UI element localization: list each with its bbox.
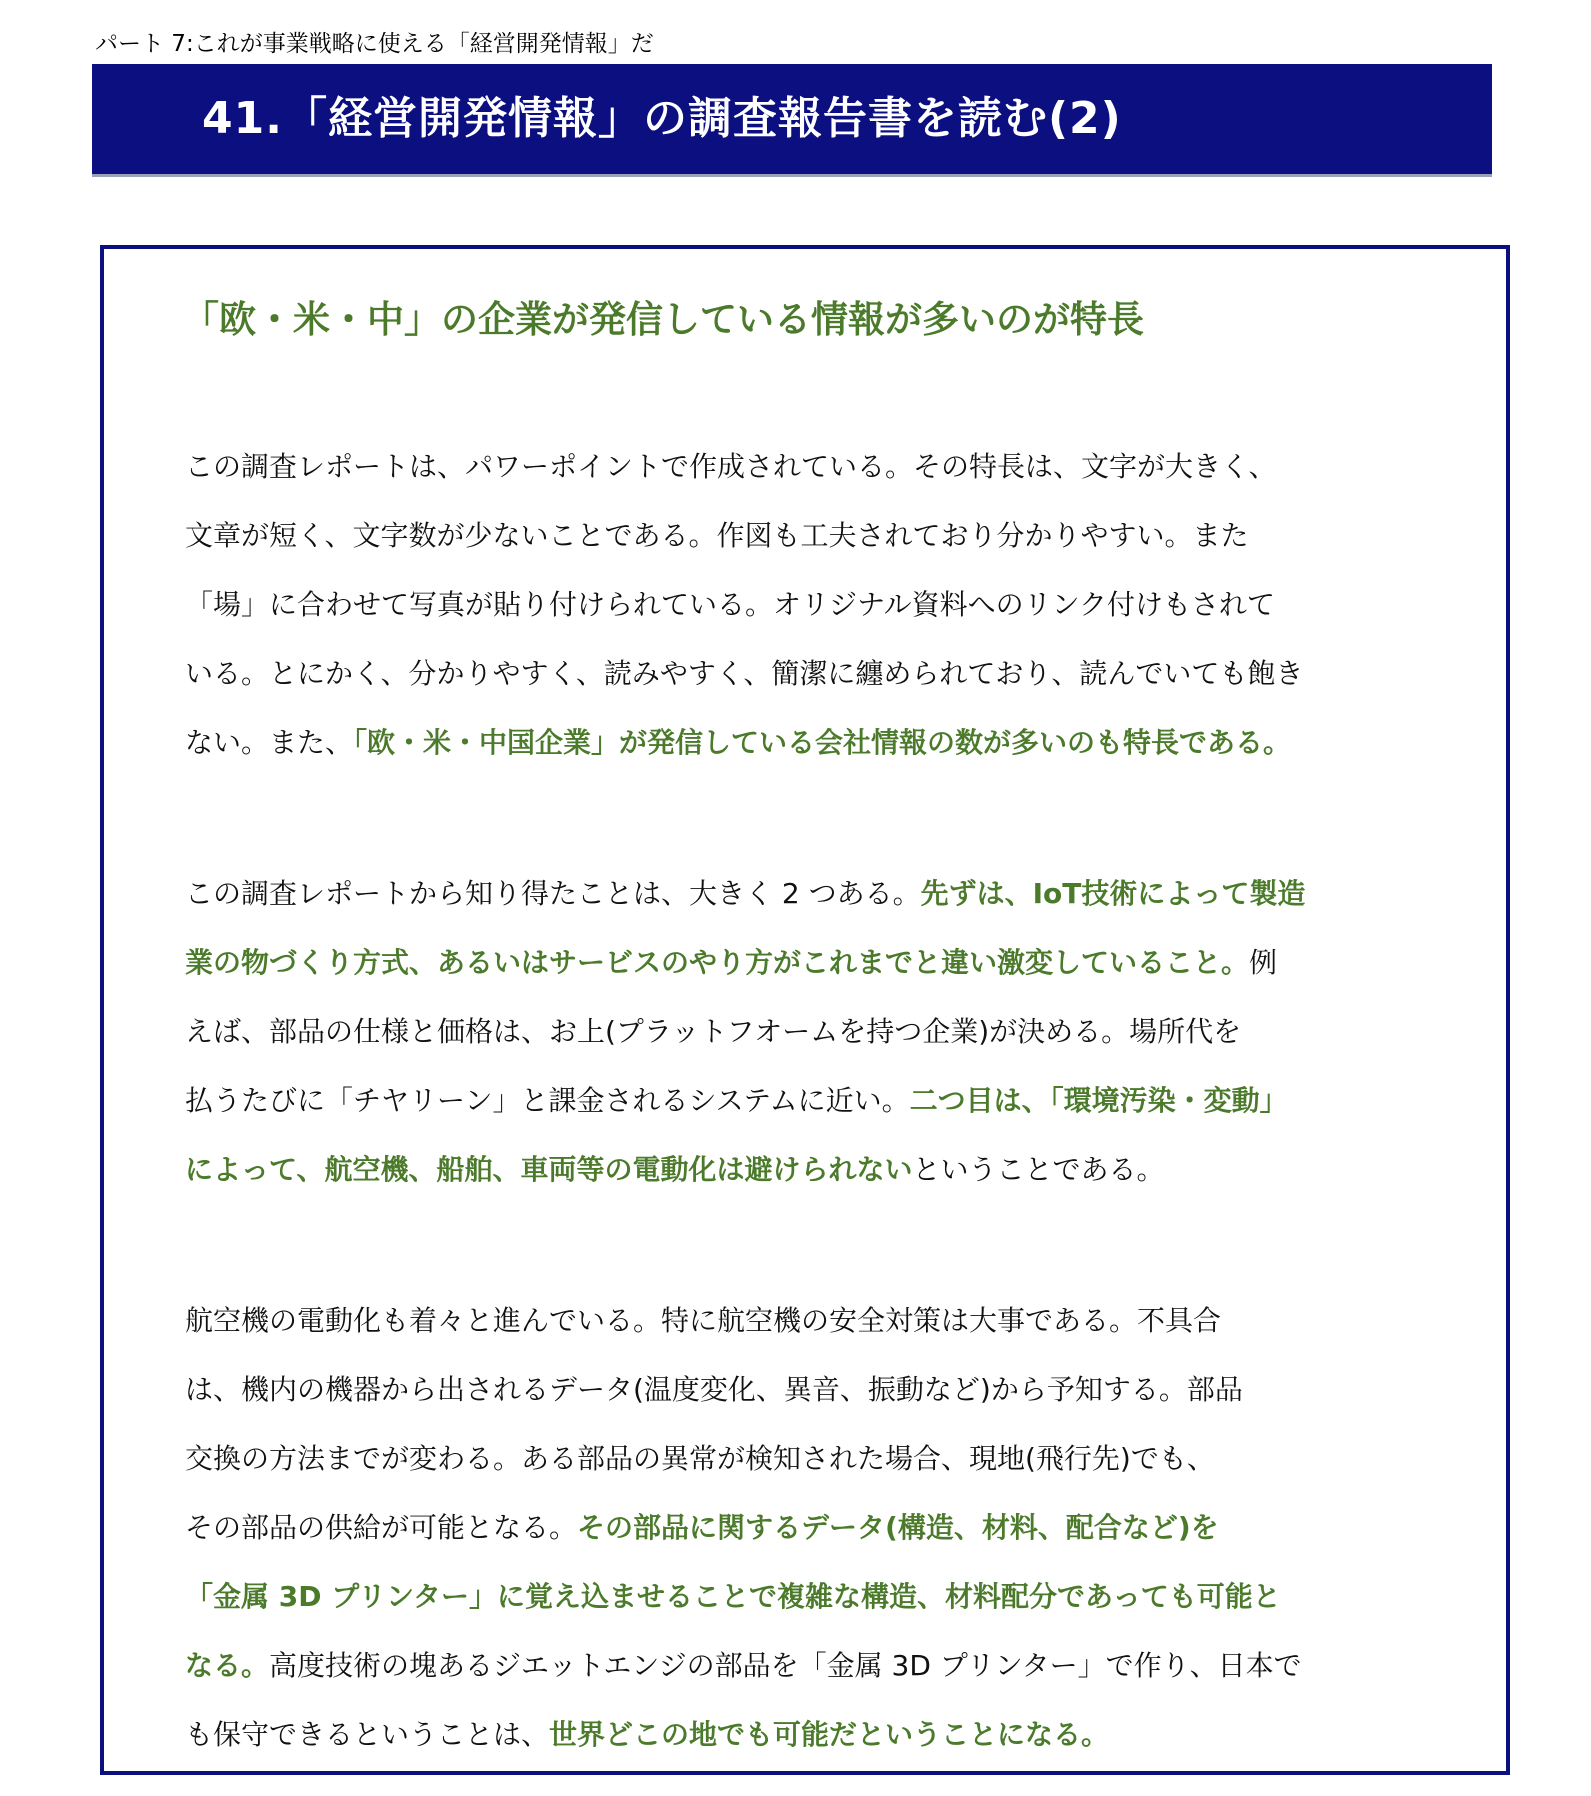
body-text: いる。とにかく、分かりやすく、読みやすく、簡潔に纏められており、読んでいても飽き: [185, 657, 1304, 690]
body-text: 例: [1249, 946, 1278, 979]
body-text: は、機内の機器から出されるデータ(温度変化、異音、振動など)から予知する。部品: [185, 1373, 1243, 1406]
text-line: [185, 1066, 1445, 1135]
text-line: [185, 1700, 1445, 1769]
highlighted-text: 先ずは、IoT技術によって製造: [920, 877, 1306, 910]
text-line: [185, 928, 1445, 997]
text-line: [185, 1493, 1445, 1562]
body-text: この調査レポートは、パワーポイントで作成されている。その特長は、文字が大きく、: [185, 450, 1277, 483]
highlighted-text: 「金属 3D プリンター」に覚え込ませることで複雑な構造、材料配分であっても可能と: [185, 1580, 1281, 1613]
body-text: ない。また、: [185, 726, 354, 759]
text-line: [185, 1424, 1445, 1493]
text-line: [185, 1286, 1445, 1355]
part-label: パート 7:これが事業戦略に使える「経営開発情報」だ: [95, 31, 654, 57]
highlighted-text: なる。: [185, 1649, 270, 1682]
page-title: 41.「経営開発情報」の調査報告書を読む(2): [202, 93, 1122, 144]
body-text: 払うたびに「チヤリーン」と課金されるシステムに近い。: [185, 1084, 910, 1117]
text-line: [185, 1135, 1445, 1204]
highlighted-text: 「欧・米・中国企業」が発信している会社情報の数が多いのも特長である。: [353, 726, 1292, 759]
highlighted-text: 世界どこの地でも可能だということになる。: [549, 1718, 1110, 1751]
section-heading: 「欧・米・中」の企業が発信している情報が多いのが特長: [182, 298, 1144, 341]
paragraph-2: [185, 859, 1445, 1204]
body-text: その部品の供給が可能となる。: [185, 1511, 578, 1544]
text-line: [185, 432, 1445, 501]
body-text: 交換の方法までが変わる。ある部品の異常が検知された場合、現地(飛行先)でも、: [185, 1442, 1215, 1475]
highlighted-text: 業の物づくり方式、あるいはサービスのやり方がこれまでと違い激変していること。: [185, 946, 1250, 979]
body-text: も保守できるということは、: [185, 1718, 550, 1751]
paragraph-1: [185, 432, 1445, 777]
highlighted-text: によって、航空機、船舶、車両等の電動化は避けられない: [185, 1153, 913, 1186]
body-text: この調査レポートから知り得たことは、大きく 2 つある。: [185, 877, 921, 910]
text-line: [185, 859, 1445, 928]
body-text: 航空機の電動化も着々と進んでいる。特に航空機の安全対策は大事である。不具合: [185, 1304, 1222, 1337]
title-banner: [92, 64, 1492, 177]
body-text: 文章が短く、文字数が少ないことである。作図も工夫されており分かりやすい。また: [185, 519, 1249, 552]
highlighted-text: 二つ目は、「環境汚染・変動」: [909, 1084, 1288, 1117]
body-text: ということである。: [912, 1153, 1165, 1186]
text-line: [185, 1631, 1445, 1700]
text-line: [185, 1355, 1445, 1424]
text-line: [185, 1562, 1445, 1631]
body-text: えば、部品の仕様と価格は、お上(プラットフオームを持つ企業)が決める。場所代を: [185, 1015, 1242, 1048]
paragraph-3: [185, 1286, 1445, 1769]
text-line: [185, 997, 1445, 1066]
body-text: 「場」に合わせて写真が貼り付けられている。オリジナル資料へのリンク付けもされて: [185, 588, 1276, 621]
body-text: 高度技術の塊あるジエットエンジの部品を「金属 3D プリンター」で作り、日本で: [269, 1649, 1302, 1682]
text-line: [185, 570, 1445, 639]
text-line: [185, 708, 1445, 777]
highlighted-text: その部品に関するデータ(構造、材料、配合など)を: [577, 1511, 1219, 1544]
text-line: [185, 501, 1445, 570]
text-line: [185, 639, 1445, 708]
